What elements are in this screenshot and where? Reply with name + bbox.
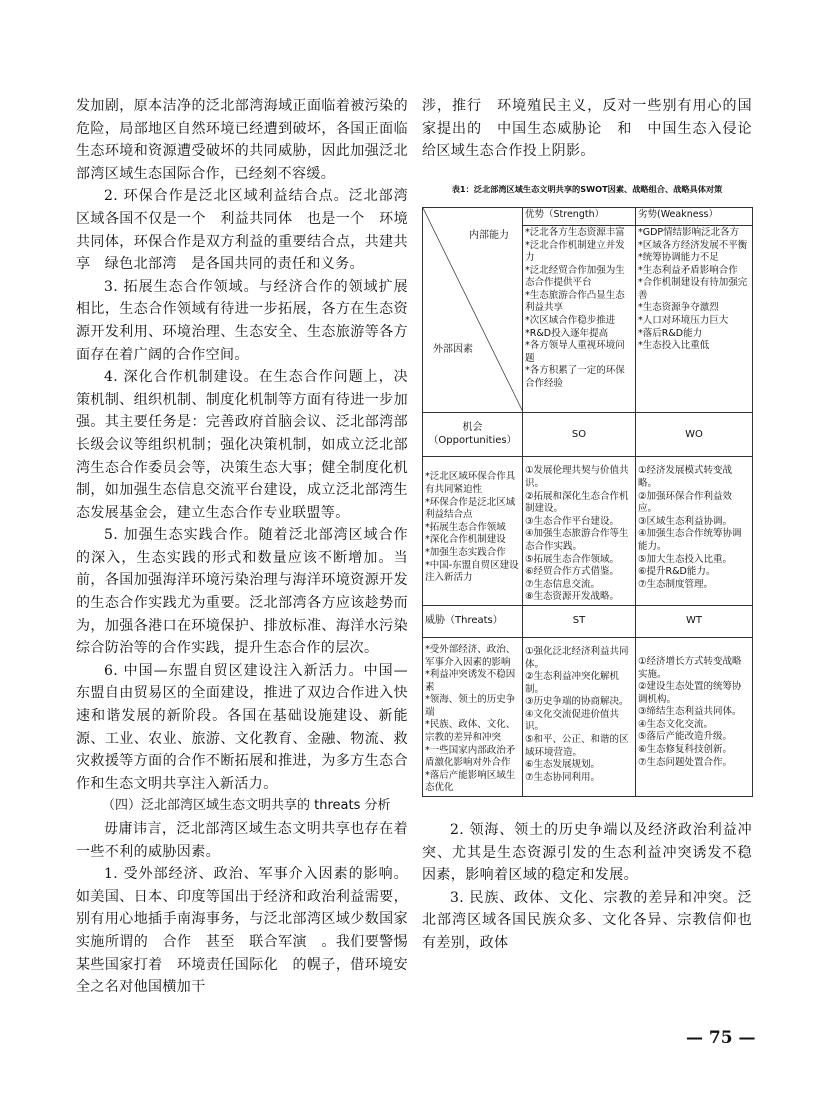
list-item: *领海、领土的历史争端 xyxy=(425,694,516,718)
paragraph: 3. 拓展生态合作领域。与经济合作的领域扩展相比，生态合作领域有待进一步拓展，各方在生态资源开发利用、环境治理、生态安全、生态旅游等各方面存在着广阔的合作空间。 xyxy=(76,278,408,363)
list-item: *泛北各方生态资源丰富 xyxy=(525,226,625,238)
paragraph: 1. 受外部经济、政治、军事介入因素的影响。如美国、日本、印度等国出于经济和政治利益需要，别有用心地插手南海事务，与泛北部湾区域少数国家实施所谓的 合作 甚至 联合军演 。我们要警惕某些国家打着 环境责任国际化 的幌子，借环境安全之名对他国横加干 xyxy=(76,866,408,996)
list-item: *R&D投入逐年提高 xyxy=(525,327,609,339)
list-item: ②生态利益冲突化解机制。 xyxy=(525,671,620,695)
list-item: ⑤加大生态投入比重。 xyxy=(638,553,733,565)
list-item: ⑥生态发展规划。 xyxy=(525,759,601,771)
list-item: *加强生态实践合作 xyxy=(425,546,506,558)
paragraph: 3. 民族、政体、文化、宗教的差异和冲突。泛北部湾区域各国民族众多、文化各异、宗教信仰也有差别，政体 xyxy=(422,889,752,951)
list-item: ③历史争端的协商解决。 xyxy=(525,696,629,708)
list-item: ④文化交流促进价值共识。 xyxy=(525,708,620,733)
list-item: *生态利益矛盾影响合作 xyxy=(638,264,738,276)
swot-table xyxy=(422,207,753,797)
paragraph: 4. 深化合作机制建设。在生态合作问题上，决策机制、组织机制、制度化机制等方面有待进一步加强。其主要任务是：完善政府首脑会议、泛北部湾部长级会议等组织机制；强化决策机制，如成立泛北部湾生态合作委员会等，决策生态大事；健全制度化机制，如加强生态信息交流平台建设，成立泛北部湾生态发展基金会，建立生态合作专业联盟等。 xyxy=(76,369,408,521)
weakness-list xyxy=(636,225,753,412)
wt-list xyxy=(636,637,753,796)
list-item: *受外部经济、政治、军事介入因素的影响 xyxy=(425,643,516,668)
list-item: ⑥提升R&D能力。 xyxy=(638,566,716,578)
so-list xyxy=(523,457,636,606)
paragraph: 5. 加强生态实践合作。随着泛北部湾区域合作的深入，生态实践的形式和数量应该不断增加。当前，各国加强海洋环境污染治理与海洋环境资源开发的生态合作实践尤为重要。泛北部湾各方应该趁势而为，加强各港口在环境保护、排放标准、海洋水污染综合防治等的合作实践，提升生态合作的层次。 xyxy=(76,527,408,657)
list-item: ⑦生态问题处置合作。 xyxy=(638,756,733,768)
list-item: ②建设生态处置的统筹协调机构。 xyxy=(638,681,742,705)
list-item: ⑦生态信息交流。 xyxy=(525,578,601,590)
paragraph: 涉，推行 环境殖民主义，反对一些别有用心的国家提出的 中国生态威胁论 和 中国生态入侵论 给区域生态合作投上阴影。 xyxy=(422,98,767,160)
opportunities-header: 机会（Opportunities） xyxy=(423,413,523,457)
paragraph: 发加剧，原本洁净的泛北部湾海域正面临着被污染的危险，局部地区自然环境已经遭到破坏，各国正面临生态环境和资源遭受破坏的共同威胁，因此加强泛北部湾区域生态国际合作，已经刻不容缓。 xyxy=(76,98,408,182)
list-item: *各方领导人重视环境问题 xyxy=(525,340,625,364)
list-item: ⑦生态制度管理。 xyxy=(638,578,714,590)
list-item: ⑦生态协同利用。 xyxy=(525,771,601,783)
list-item: ②加强环保合作利益效应。 xyxy=(638,490,733,515)
list-item: *区域各方经济发展不平衡 xyxy=(638,239,748,251)
threats-header: 威胁（Threats） xyxy=(423,605,523,637)
external-label: 外部因素 xyxy=(433,344,473,356)
list-item: ⑤和平、公正、和谐的区域环境营造。 xyxy=(525,734,629,758)
list-item: *泛北区域环保合作具有共同紧迫性 xyxy=(425,471,516,495)
list-item: *泛北合作机制建立并发力 xyxy=(525,239,625,264)
list-item: *民族、政体、文化、宗教的差异和冲突 xyxy=(425,719,516,744)
list-item: *GDP情结影响泛北各方 xyxy=(638,226,740,238)
list-item: ④加强生态合作统筹协调能力。 xyxy=(638,528,742,552)
strength-header: 优势（Strength） xyxy=(523,208,636,226)
paragraph: 2. 环保合作是泛北区域利益结合点。泛北部湾区域各国不仅是一个 利益共同体 也是一个 环境共同体，环保合作是双方利益的重要结合点，共建共享 绿色北部湾 是各国共同的责任和义务。 xyxy=(76,188,408,273)
list-item: *落后产能影响区域生态优化 xyxy=(425,769,516,794)
list-item: *一些国家内部政治矛盾激化影响对外合作 xyxy=(425,744,516,769)
list-item: *利益冲突诱发不稳因素 xyxy=(425,669,516,693)
opportunity-list xyxy=(423,457,523,606)
list-item: *泛北经贸合作加强为生态合作提供平台 xyxy=(525,264,625,289)
list-item: *统筹协调能力不足 xyxy=(638,252,719,264)
list-item: ①经济增长方式转变战略实施。 xyxy=(638,655,742,680)
list-item: *次区域合作稳步推进 xyxy=(525,315,616,327)
list-item: *中国-东盟自贸区建设注入新活力 xyxy=(425,559,519,584)
internal-label: 内部能力 xyxy=(469,230,509,242)
list-item: ③缔结生态利益共同体。 xyxy=(638,706,742,718)
paragraph: 毋庸讳言，泛北部湾区域生态文明共享也存在着一些不利的威胁因素。 xyxy=(76,821,408,860)
weakness-header: 劣势(Weakness） xyxy=(636,208,753,226)
list-item: *人口对环境压力巨大 xyxy=(638,315,729,327)
list-item: ⑥生态修复科技创新。 xyxy=(638,744,733,756)
list-item: *拓展生态合作领域 xyxy=(425,521,506,533)
wo-header: WO xyxy=(636,413,753,457)
table-caption: 表1：泛北部湾区域生态文明共享的SWOT因素、战略组合、战略具体对策 xyxy=(451,183,723,194)
list-item: ②拓展和深化生态合作机制建设。 xyxy=(525,490,629,515)
left-column xyxy=(76,95,408,999)
page-number: — 75 — xyxy=(686,1028,756,1048)
list-item: ⑤拓展生态合作领域。 xyxy=(525,553,620,565)
st-list xyxy=(523,637,636,796)
list-item: *生态资源争夺激烈 xyxy=(638,302,719,314)
diagonal-header-cell xyxy=(423,208,523,413)
list-item: *环保合作是泛北区域利益结合点 xyxy=(425,496,516,521)
list-item: ③区域生态利益协调。 xyxy=(638,515,733,527)
list-item: *各方积累了一定的环保合作经验 xyxy=(525,365,625,390)
list-item: *深化合作机制建设 xyxy=(425,534,506,546)
strength-list xyxy=(523,225,636,412)
section-heading: （四）泛北部湾区域生态文明共享的 threats 分析 xyxy=(102,798,391,814)
list-item: *落后R&D能力 xyxy=(638,327,703,339)
list-item: ①经济发展模式转变战略。 xyxy=(638,465,733,489)
list-item: ③生态合作平台建设。 xyxy=(525,515,620,527)
list-item: ④加强生态旅游合作等生态合作实践。 xyxy=(525,528,629,552)
paragraph: 6. 中国—东盟自贸区建设注入新活力。中国—东盟自由贸易区的全面建设，推进了双边合作进入快速和谐发展的新阶段。各国在基础设施建设、新能源、工业、农业、旅游、文化教育、金融、物流、救灾救援等方面的合作不断拓展和推进，为多方生态合作和生态文明共享注入新活力。 xyxy=(76,662,408,792)
list-item: *合作机制建设有待加强完善 xyxy=(638,277,748,301)
st-header: ST xyxy=(523,605,636,637)
wo-list xyxy=(636,457,753,606)
so-header: SO xyxy=(523,413,636,457)
list-item: ④生态文化交流。 xyxy=(638,718,714,730)
list-item: ⑥经贸合作方式借鉴。 xyxy=(525,566,620,578)
paragraph: 2. 领海、领土的历史争端以及经济政治利益冲突、尤其是生态资源引发的生态利益冲突诱发不稳因素，影响着区域的稳定和发展。 xyxy=(422,822,752,884)
list-item: ①强化泛北经济利益共同体。 xyxy=(525,645,629,670)
list-item: *生态投入比重低 xyxy=(638,340,710,352)
list-item: ①发展伦理共契与价值共识。 xyxy=(525,465,629,489)
list-item: *生态旅游合作凸显生态利益共享 xyxy=(525,289,625,314)
right-column xyxy=(422,95,767,955)
wt-header: WT xyxy=(636,605,753,637)
threat-list xyxy=(423,637,523,796)
list-item: ⑤落后产能改造升级。 xyxy=(638,731,733,743)
list-item: ⑧生态资源开发战略。 xyxy=(525,591,620,603)
